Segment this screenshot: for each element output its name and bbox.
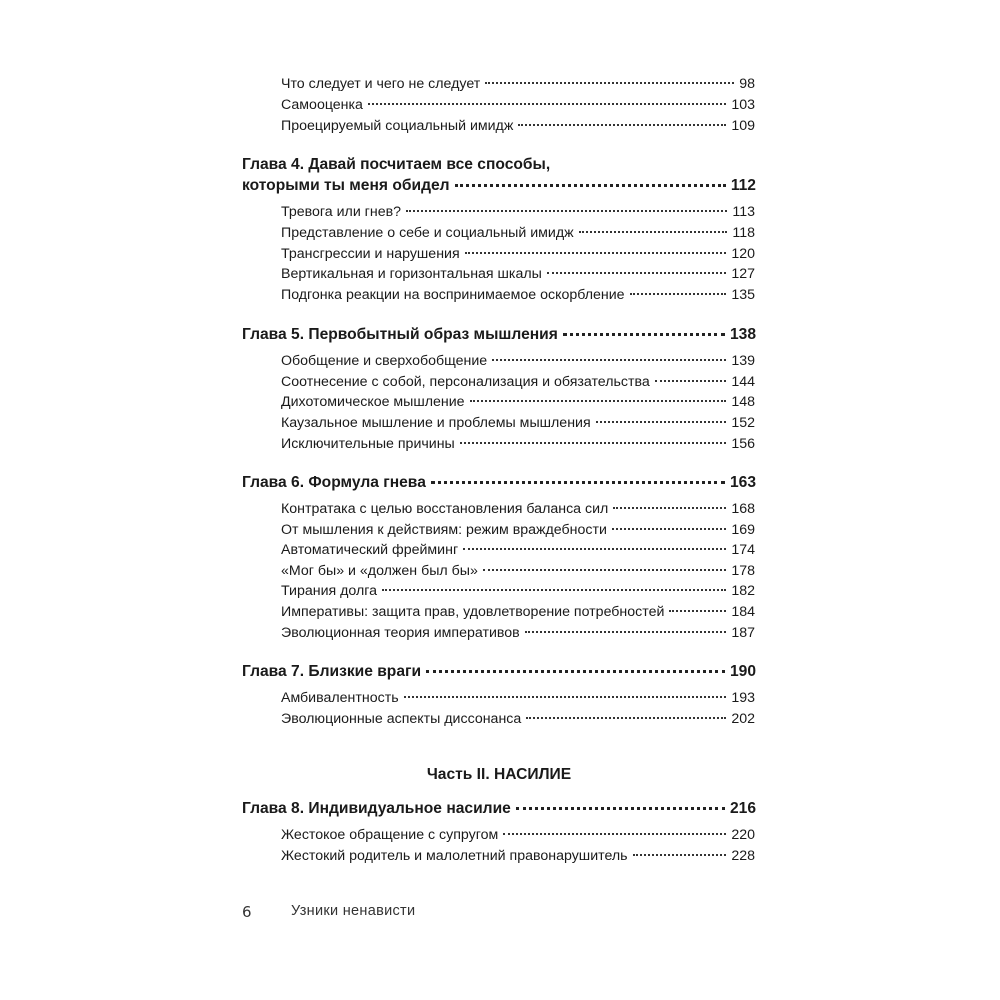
dot-leader bbox=[547, 272, 727, 274]
toc-entry-page: 169 bbox=[731, 522, 755, 538]
toc-entry-page: 174 bbox=[731, 542, 755, 558]
toc-entry-page: 184 bbox=[731, 604, 755, 620]
toc-entry-page: 120 bbox=[731, 246, 755, 262]
toc-entry-title: Что следует и чего не следует bbox=[281, 76, 481, 92]
toc-entry-page: 228 bbox=[731, 848, 755, 864]
dot-leader bbox=[470, 400, 727, 402]
toc-entry-page: 98 bbox=[739, 76, 755, 92]
toc-entry-title: Контратака с целью восстановления баланса сил bbox=[281, 501, 609, 517]
dot-leader bbox=[426, 670, 725, 673]
dot-leader bbox=[669, 610, 726, 612]
toc-entry-title: Эволюционные аспекты диссонанса bbox=[281, 711, 522, 727]
toc-entry-title: Дихотомическое мышление bbox=[281, 394, 465, 410]
toc-entry-page: 156 bbox=[731, 436, 755, 452]
toc-entry bbox=[281, 415, 755, 431]
toc-entry-title: Исключительные причины bbox=[281, 436, 455, 452]
toc-entry-title: Императивы: защита прав, удовлетворение потребностей bbox=[281, 604, 665, 620]
dot-leader bbox=[483, 569, 726, 571]
toc-entry-title: От мышления к действиям: режим враждебности bbox=[281, 522, 607, 538]
chapter-title: которыми ты меня обидел bbox=[242, 177, 450, 194]
toc-entry bbox=[281, 287, 755, 303]
toc-entry-page: 118 bbox=[732, 225, 755, 241]
toc-entry-title: Трансгрессии и нарушения bbox=[281, 246, 460, 262]
dot-leader bbox=[518, 124, 726, 126]
toc-entry-title: Проецируемый социальный имидж bbox=[281, 118, 514, 134]
toc-entry bbox=[281, 97, 755, 113]
toc-entry bbox=[281, 711, 755, 727]
chapter-page: 138 bbox=[729, 326, 756, 343]
toc-entry-title: Подгонка реакции на воспринимаемое оскорбление bbox=[281, 287, 625, 303]
toc-entry bbox=[281, 522, 755, 538]
toc-entry-page: 135 bbox=[731, 287, 755, 303]
toc-entry-title: «Мог бы» и «должен был бы» bbox=[281, 563, 478, 579]
toc-entry bbox=[281, 827, 755, 843]
toc-entry-page: 109 bbox=[731, 118, 755, 134]
dot-leader bbox=[612, 528, 726, 530]
dot-leader bbox=[455, 184, 726, 187]
toc-entry bbox=[281, 353, 755, 369]
toc-entry-page: 113 bbox=[732, 204, 755, 220]
chapter-8-heading bbox=[242, 800, 756, 818]
toc-entry bbox=[281, 563, 755, 579]
dot-leader bbox=[492, 359, 726, 361]
chapter-page: 112 bbox=[730, 177, 756, 194]
toc-entry-title: Жестокий родитель и малолетний правонарушитель bbox=[281, 848, 628, 864]
chapter-title: Глава 8. Индивидуальное насилие bbox=[242, 800, 511, 817]
toc-entry bbox=[281, 436, 755, 452]
toc-entry-page: 127 bbox=[731, 266, 755, 282]
toc-entry-title: Представление о себе и социальный имидж bbox=[281, 225, 574, 241]
toc-entry bbox=[281, 118, 755, 134]
toc-entry bbox=[281, 204, 755, 220]
dot-leader bbox=[630, 293, 727, 295]
toc-entry-title: Каузальное мышление и проблемы мышления bbox=[281, 415, 591, 431]
toc-entry-title: Самооценка bbox=[281, 97, 363, 113]
toc-entry-page: 152 bbox=[731, 415, 755, 431]
dot-leader bbox=[655, 380, 727, 382]
toc-entry-page: 193 bbox=[731, 690, 755, 706]
chapter-title: Глава 6. Формула гнева bbox=[242, 474, 426, 491]
toc-entry-page: 144 bbox=[731, 374, 755, 390]
toc-entry bbox=[281, 266, 755, 282]
dot-leader bbox=[368, 103, 726, 105]
toc-entry bbox=[281, 583, 755, 599]
dot-leader bbox=[613, 507, 726, 509]
toc-entry-page: 182 bbox=[731, 583, 755, 599]
toc-entry bbox=[281, 76, 755, 92]
dot-leader bbox=[579, 231, 728, 233]
toc-entry-title: Тревога или гнев? bbox=[281, 204, 402, 220]
dot-leader bbox=[503, 833, 726, 835]
toc-entry bbox=[281, 394, 755, 410]
chapter-5-heading bbox=[242, 326, 756, 344]
part-heading: Часть II. НАСИЛИЕ bbox=[426, 766, 572, 783]
toc-entry bbox=[281, 542, 755, 558]
toc-entry-page: 178 bbox=[731, 563, 755, 579]
toc-entry bbox=[281, 225, 755, 241]
toc-entry-title: Жестокое обращение с супругом bbox=[281, 827, 499, 843]
toc-entry-title: Амбивалентность bbox=[281, 690, 399, 706]
toc-entry bbox=[281, 604, 755, 620]
toc-entry-page: 202 bbox=[731, 711, 755, 727]
toc-entry-page: 139 bbox=[731, 353, 755, 369]
toc-entry bbox=[281, 690, 755, 706]
toc-entry-page: 220 bbox=[731, 827, 755, 843]
toc-entry-title: Автоматический фрейминг bbox=[281, 542, 459, 558]
toc-entry-page: 168 bbox=[731, 501, 755, 517]
chapter-title: Глава 5. Первобытный образ мышления bbox=[242, 326, 558, 343]
dot-leader bbox=[404, 696, 727, 698]
toc-entry-title: Эволюционная теория императивов bbox=[281, 625, 520, 641]
toc-entry-title: Тирания долга bbox=[281, 583, 378, 599]
toc-entry bbox=[281, 848, 755, 864]
toc-entry-title: Обобщение и сверхобобщение bbox=[281, 353, 488, 369]
dot-leader bbox=[516, 807, 725, 810]
chapter-6-heading bbox=[242, 474, 756, 492]
dot-leader bbox=[563, 333, 725, 336]
toc-entry bbox=[281, 374, 755, 390]
dot-leader bbox=[406, 210, 727, 212]
dot-leader bbox=[382, 589, 726, 591]
toc-entry bbox=[281, 501, 755, 517]
footer-book-title: Узники ненависти bbox=[291, 903, 416, 919]
dot-leader bbox=[463, 548, 726, 550]
dot-leader bbox=[633, 854, 727, 856]
chapter-page: 163 bbox=[729, 474, 756, 491]
footer-page-number: 6 bbox=[242, 903, 252, 921]
toc-entry bbox=[281, 625, 755, 641]
dot-leader bbox=[596, 421, 727, 423]
toc-entry-title: Вертикальная и горизонтальная шкалы bbox=[281, 266, 542, 282]
toc-entry-page: 103 bbox=[731, 97, 755, 113]
toc-entry-page: 148 bbox=[731, 394, 755, 410]
chapter-page: 216 bbox=[729, 800, 756, 817]
toc-entry-title: Соотнесение с собой, персонализация и обязательства bbox=[281, 374, 650, 390]
chapter-4-heading bbox=[242, 177, 756, 195]
dot-leader bbox=[526, 717, 726, 719]
chapter-7-heading bbox=[242, 663, 756, 681]
dot-leader bbox=[465, 252, 727, 254]
toc-entry bbox=[281, 246, 755, 262]
chapter-page: 190 bbox=[729, 663, 756, 680]
dot-leader bbox=[485, 82, 734, 84]
chapter-4-title-line1: Глава 4. Давай посчитаем все способы, bbox=[242, 156, 551, 173]
dot-leader bbox=[460, 442, 727, 444]
chapter-title: Глава 7. Близкие враги bbox=[242, 663, 422, 680]
dot-leader bbox=[525, 631, 727, 633]
dot-leader bbox=[431, 481, 725, 484]
toc-entry-page: 187 bbox=[731, 625, 755, 641]
